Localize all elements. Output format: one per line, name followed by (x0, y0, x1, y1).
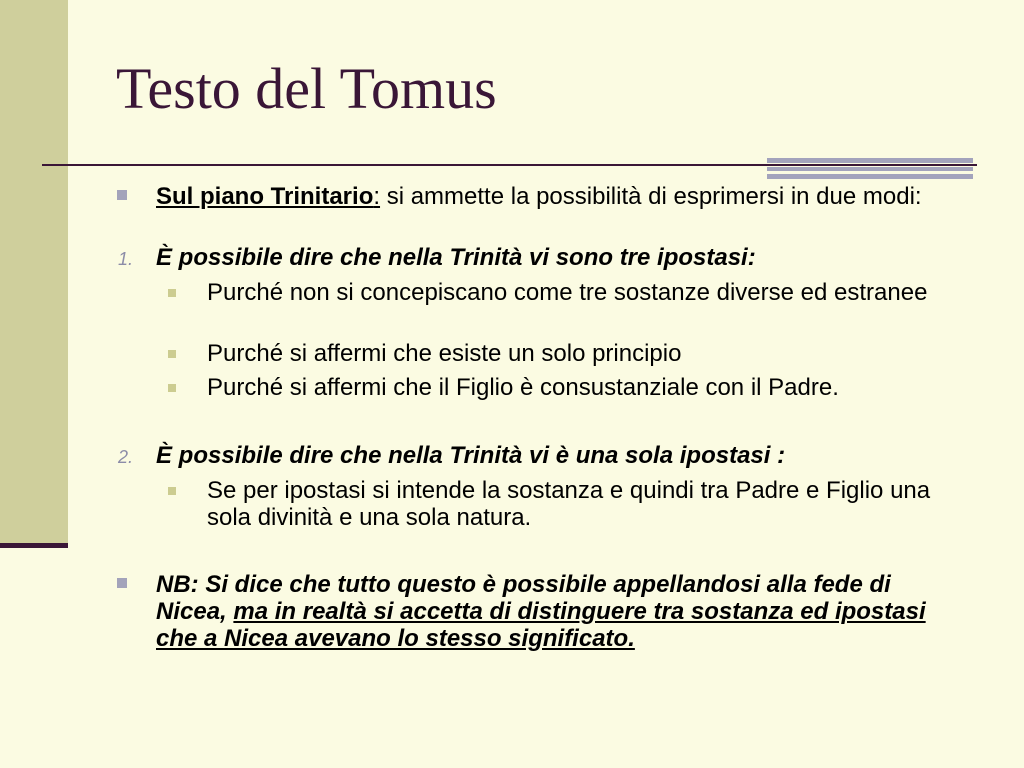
square-bullet-icon (117, 190, 127, 200)
sub-item: Purché si affermi che esiste un solo principio (207, 340, 682, 367)
sub-bullet-icon (168, 350, 176, 358)
sub-bullet-icon (168, 384, 176, 392)
label-suffix: : (373, 183, 381, 210)
bullet-item-trinitario (156, 183, 946, 210)
side-band-divider (0, 543, 68, 548)
deco-bar (767, 158, 973, 163)
square-bullet-icon (117, 578, 127, 588)
nb-text: NB: Si dice che tutto questo è possibile appellandosi alla fede di Nicea, (156, 571, 891, 625)
bullet-item-nb (156, 571, 946, 652)
sub-bullet-icon (168, 289, 176, 297)
decorative-bars (767, 158, 973, 179)
deco-bar (767, 174, 973, 179)
side-band (0, 0, 68, 546)
sub-item: Purché non si concepiscano come tre sostanze diverse ed estranee (207, 279, 928, 306)
deco-bar (767, 167, 973, 171)
numbered-item-una-ipostasi: È possibile dire che nella Trinità vi è una sola ipostasi : (156, 442, 786, 469)
bold-label: Sul piano Trinitario (156, 183, 374, 210)
sub-item: Purché si affermi che il Figlio è consustanziale con il Padre. (207, 374, 839, 401)
sub-item: Se per ipostasi si intende la sostanza e quindi tra Padre e Figlio una sola divinità e una sola natura. (207, 477, 931, 531)
numbered-item-tre-ipostasi: È possibile dire che nella Trinità vi sono tre ipostasi: (156, 244, 756, 271)
slide-title: Testo del Tomus (116, 56, 497, 121)
nb-underlined-text: ma in realtà si accetta di distinguere tra sostanza ed ipostasi che a Nicea avevano lo stesso significato. (156, 598, 926, 652)
bullet-text: si ammette la possibilità di esprimersi in due modi: (380, 183, 922, 210)
sub-bullet-icon (168, 487, 176, 495)
list-number: 2. (118, 447, 134, 467)
list-number: 1. (118, 249, 134, 269)
